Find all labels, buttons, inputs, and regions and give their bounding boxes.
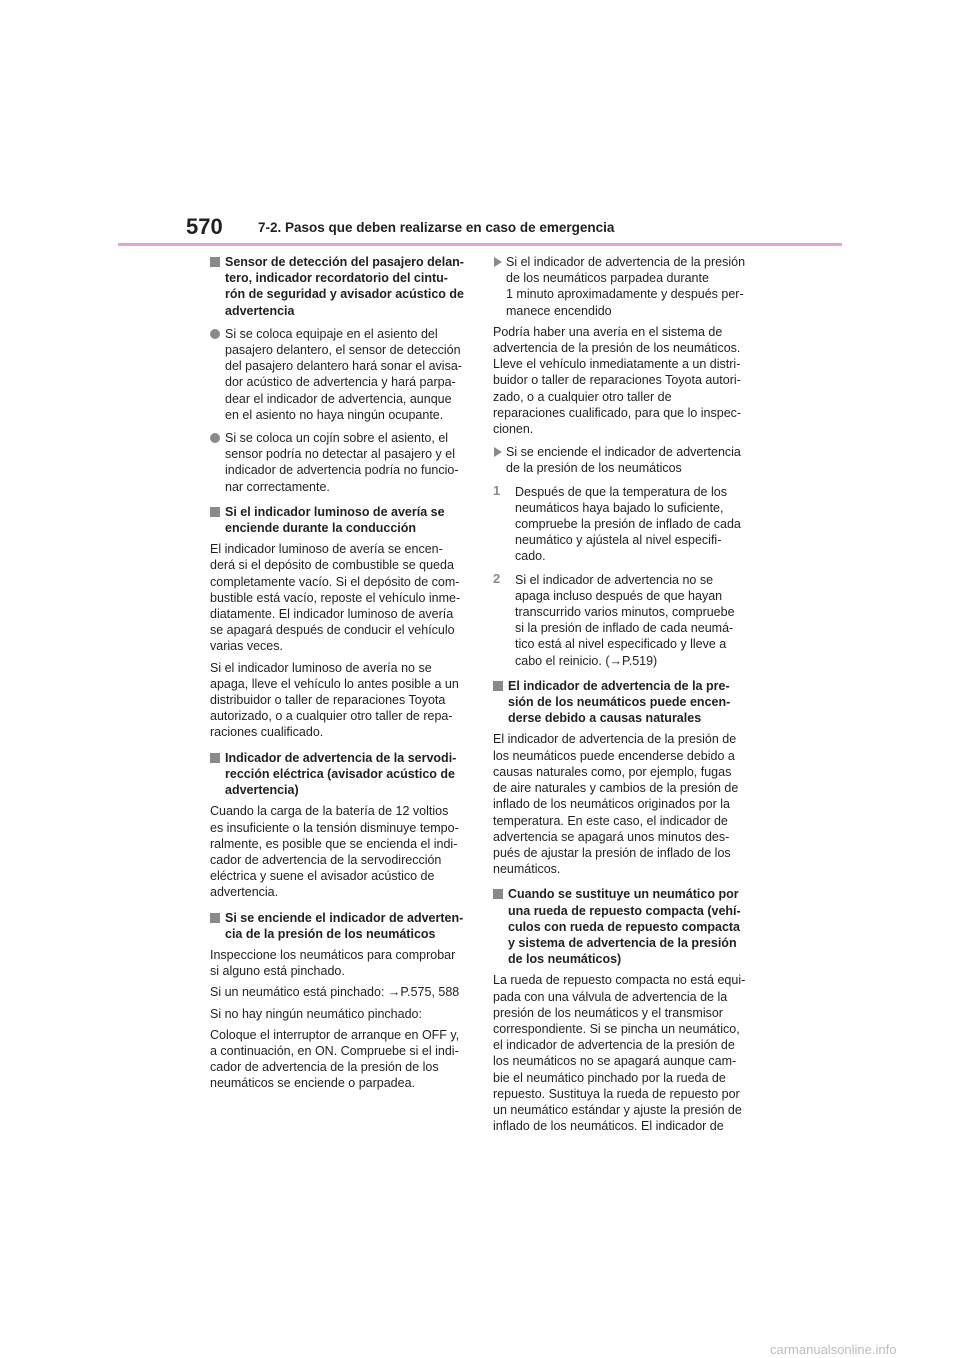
bullet-item: Si se coloca equipaje en el asiento del pasajero delantero, el sensor de detección del pasajero delantero hará sonar el avisa- dor acústico de advertencia y hará parpa- dear el indicador de advertencia, aunque en el asiento no haya ningún ocupante. <box>210 326 470 423</box>
watermark: carmanualsonline.info <box>770 1342 897 1357</box>
square-bullet-icon <box>493 889 503 899</box>
paragraph: La rueda de repuesto compacta no está equi- pada con una válvula de advertencia de la presión de los neumáticos y el transmisor correspondiente. Si se pincha un neumático, el indicador de advertencia de la presión de los neumáticos no se apagará aunque cam- bie el neumático pinchado por la rueda de repuesto. Sustituya la rueda de repuesto por un neumático estándar y ajuste la presión de inflado de los neumáticos. El indicador de <box>493 973 746 1134</box>
square-bullet-icon <box>493 681 503 691</box>
paragraph: Si no hay ningún neumático pinchado: <box>210 1006 422 1021</box>
page-number: 570 <box>186 214 223 239</box>
condition-item: Si se enciende el indicador de advertencia de la presión de los neumáticos <box>493 444 755 476</box>
condition-item: Si el indicador de advertencia de la presión de los neumáticos parpadea durante 1 minuto aproximadamente y después per- manece encendido <box>493 254 755 319</box>
square-bullet-icon <box>210 507 220 517</box>
section-heading: El indicador de advertencia de la pre- sión de los neumáticos puede encen- derse debido a causas naturales <box>493 678 755 727</box>
chapter-title: 7-2. Pasos que deben realizarse en caso de emergencia <box>258 220 615 235</box>
paragraph: Inspeccione los neumáticos para comprobar si alguno está pinchado. <box>210 947 456 979</box>
left-column <box>210 254 470 1092</box>
square-bullet-icon <box>210 257 220 267</box>
paragraph: El indicador de advertencia de la presión de los neumáticos puede encenderse debido a causas naturales como, por ejemplo, fugas de aire naturales y cambios de la presión de inflado de los neumáticos originados por la temperatura. En este caso, el indicador de advertencia se apagará unos minutos des- pués de ajustar la presión de inflado de los neumáticos. <box>493 732 739 877</box>
round-bullet-icon <box>210 329 220 339</box>
right-column <box>493 254 755 1134</box>
paragraph: Podría haber una avería en el sistema de advertencia de la presión de los neumáticos. Lleve el vehículo inmediatamente a un distri- buidor o taller de reparaciones Toyota autori- zado, o a cualquier otro taller de reparaciones cualificado, para que lo inspec- cionen. <box>493 324 742 437</box>
triangle-bullet-icon <box>494 447 502 457</box>
paragraph: Coloque el interruptor de arranque en OFF y, a continuación, en ON. Compruebe si el indi- cador de advertencia de la presión de los neumáticos se enciende o parpadea. <box>210 1027 460 1091</box>
section-heading: Indicador de advertencia de la servodi- rección eléctrica (avisador acústico de advertencia) <box>210 750 470 799</box>
section-heading: Si el indicador luminoso de avería se enciende durante la conducción <box>210 504 470 536</box>
bullet-item: Si se coloca un cojín sobre el asiento, el sensor podría no detectar al pasajero y el indicador de advertencia podría no funcio- nar correctamente. <box>210 430 470 495</box>
paragraph: El indicador luminoso de avería se encen- derá si el depósito de combustible se queda completamente vacío. Si el depósito de com- bustible está vacío, reposte el vehículo inme- diatamente. El indicador luminoso de avería se apagará después de conducir el vehículo varias veces. <box>210 542 461 654</box>
section-heading: Si se enciende el indicador de adverten- cia de la presión de los neumáticos <box>210 910 470 942</box>
square-bullet-icon <box>210 753 220 763</box>
section-heading: Sensor de detección del pasajero delan- tero, indicador recordatorio del cintu- rón de seguridad y avisador acústico de advertencia <box>210 254 470 319</box>
step-item: 2 Si el indicador de advertencia no se apaga incluso después de que hayan transcurrido varios minutos, compruebe si la presión de inflado de cada neumá- tico está al nivel especificado y lleve a cabo el reinicio. (→P.519) <box>493 570 735 668</box>
paragraph: Si el indicador luminoso de avería no se apaga, lleve el vehículo lo antes posible a un distribuidor o taller de reparaciones Toyota autorizado, o a cualquier otro taller de repa- raciones cualificado. <box>210 660 459 740</box>
header-rule <box>118 243 842 246</box>
paragraph: Si un neumático está pinchado: →P.575, 588 <box>210 985 460 1000</box>
square-bullet-icon <box>210 913 220 923</box>
step-number: 2 <box>493 570 501 586</box>
step-item: 1 Después de que la temperatura de los neumáticos haya bajado lo suficiente, compruebe la presión de inflado de cada neumático y ajústela al nivel especifi- cado. <box>493 482 741 564</box>
step-number: 1 <box>493 482 501 498</box>
section-heading: Cuando se sustituye un neumático por una rueda de repuesto compacta (vehí- culos con rueda de repuesto compacta y sistema de advertencia de la presión de los neumáticos) <box>493 886 755 967</box>
paragraph: Cuando la carga de la batería de 12 voltios es insuficiente o la tensión disminuye tempo- ralmente, es posible que se encienda el indi- cador de advertencia de la servodirección eléctrica y suene el avisador acústico de advertencia. <box>210 804 459 900</box>
triangle-bullet-icon <box>494 257 502 267</box>
round-bullet-icon <box>210 433 220 443</box>
